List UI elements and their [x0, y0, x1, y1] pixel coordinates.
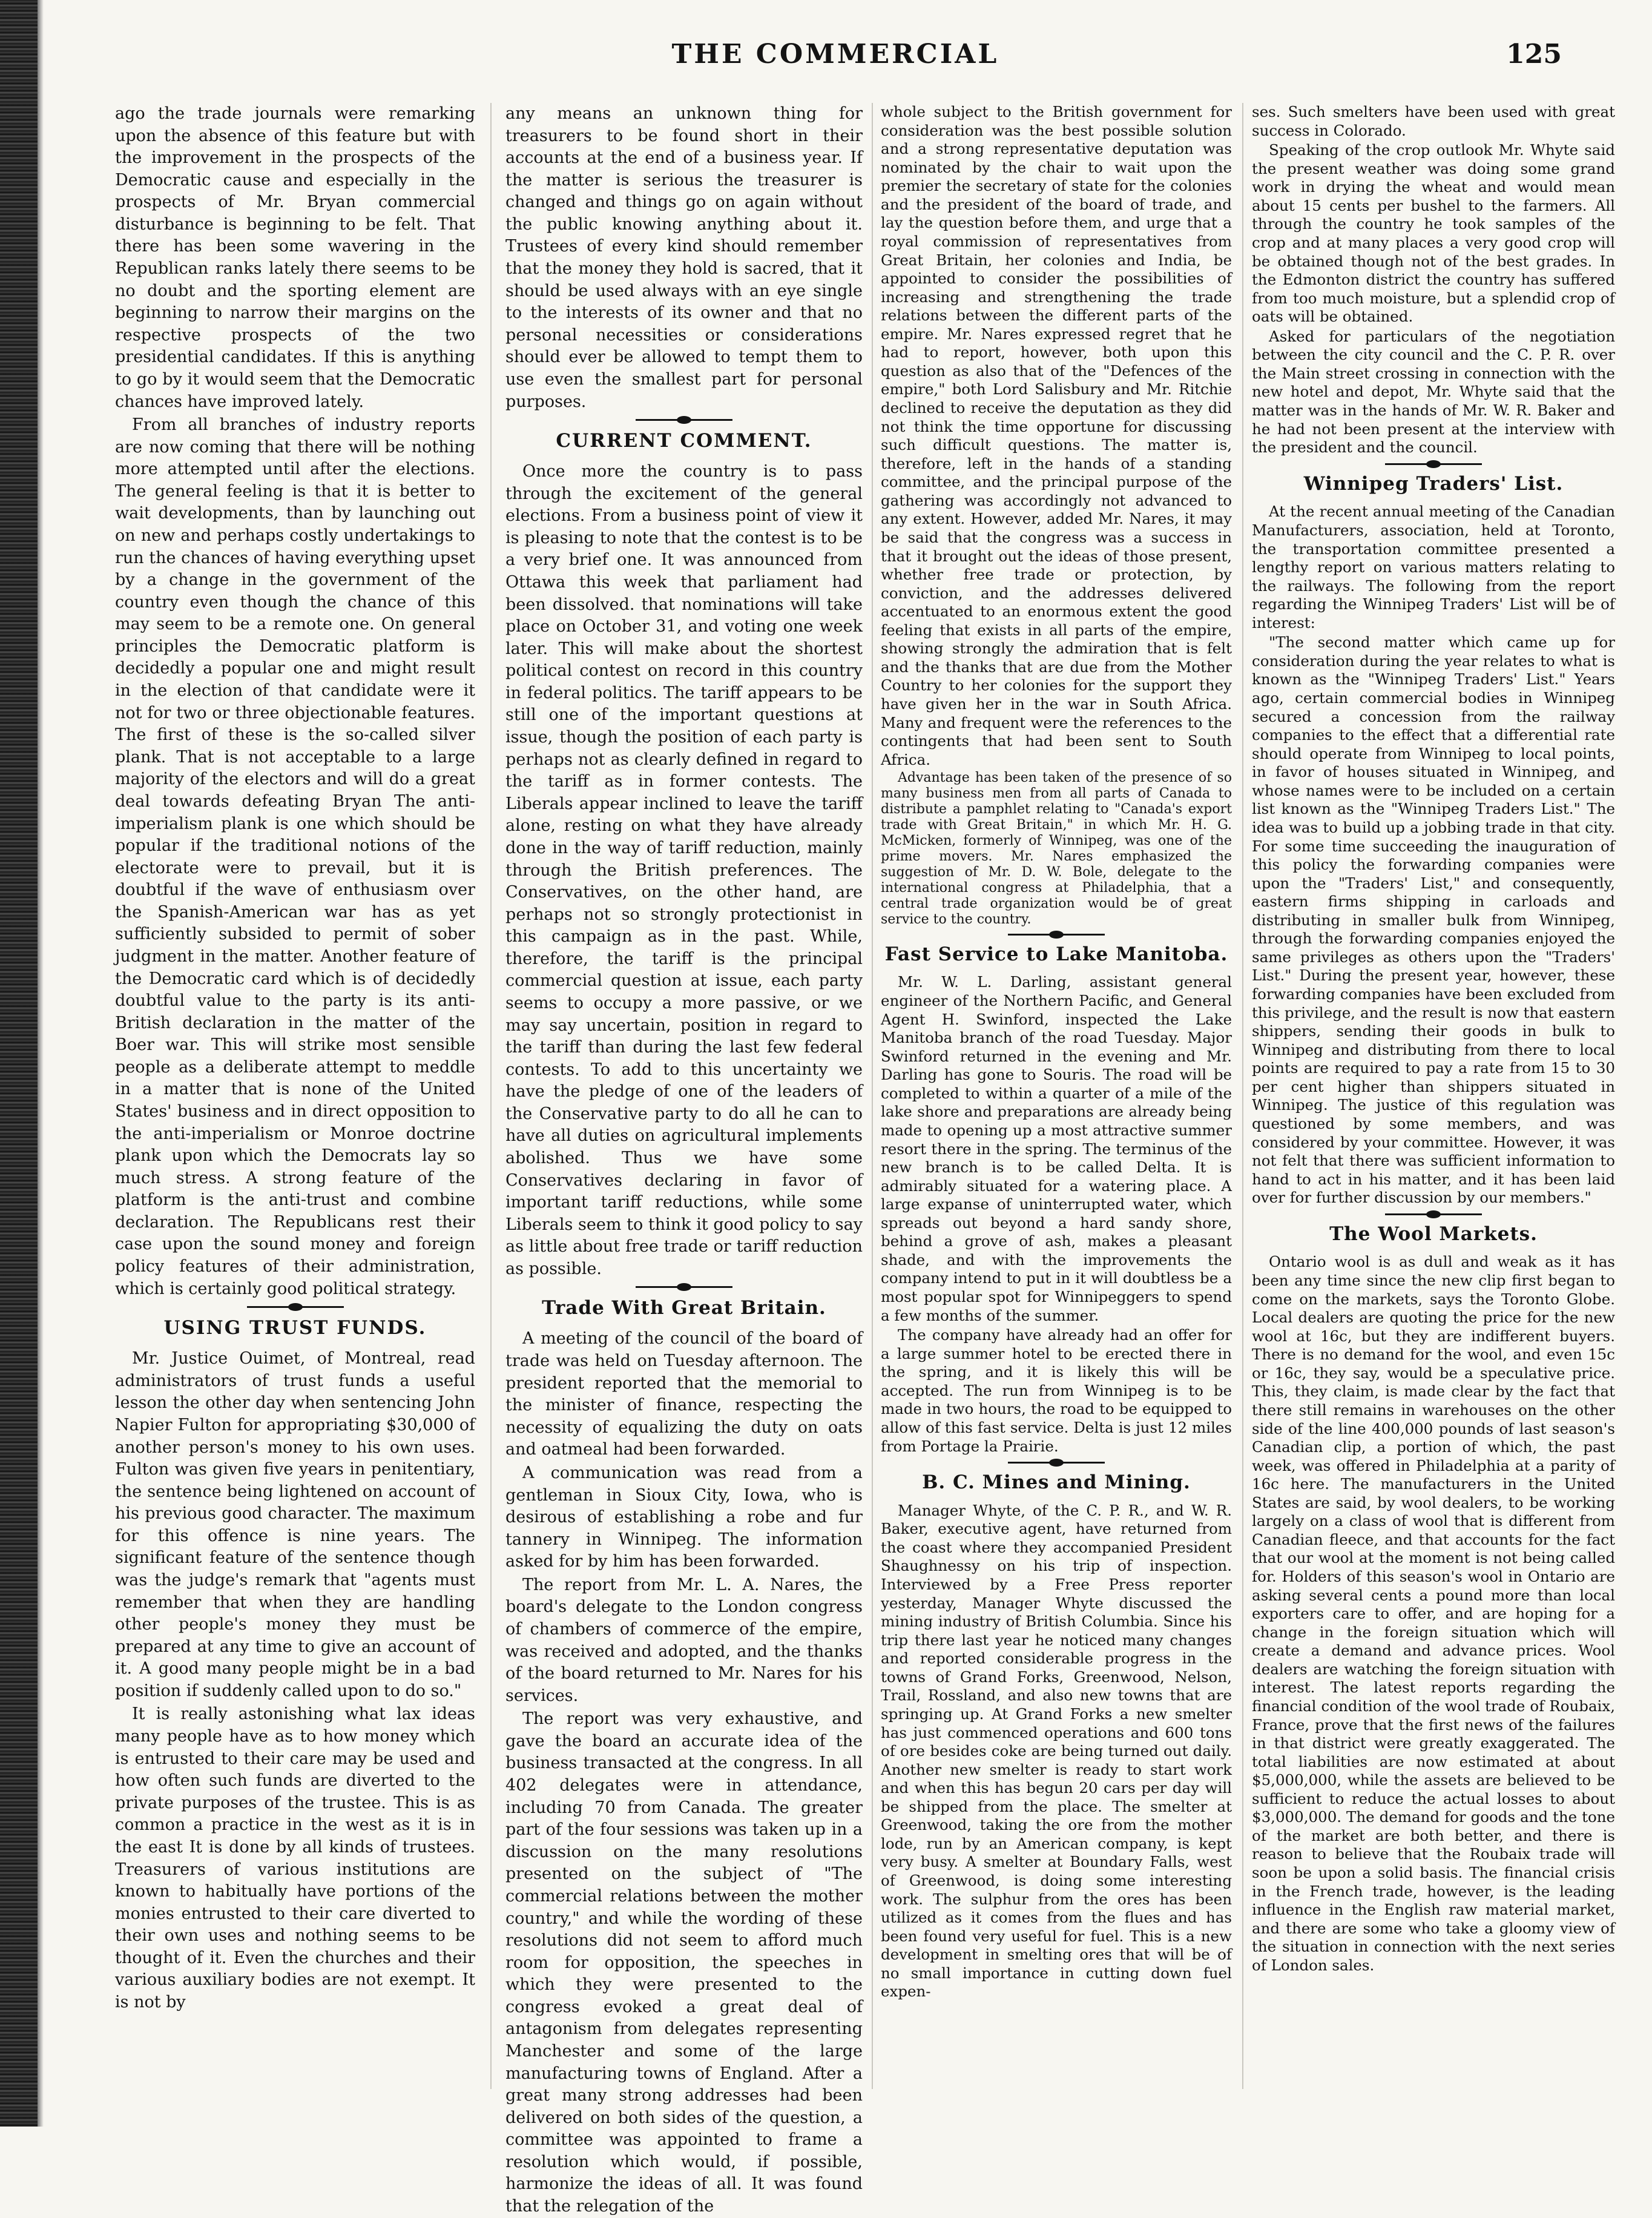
section-divider — [1008, 934, 1105, 936]
article-heading: The Wool Markets. — [1329, 1223, 1538, 1245]
paragraph: A communication was read from a gentleman in Sioux City, Iowa, who is desirous of establishing a robe and fur tannery in Winnipeg. The information asked for by him has been forwarded. — [505, 1463, 863, 1571]
section-divider — [247, 1306, 344, 1308]
page-title: THE COMMERCIAL — [671, 39, 999, 70]
paragraph: any means an unknown thing for treasurers to be found short in their accounts at the end of a business year. If the matter is serious the treasurer is changed and things go on again without the public knowing anything about it. Trustees of every kind should remember that the money they hold is sacred, that it should be used always with an eye single to the interests of its owner and that no personal necessities or considerations should ever be allowed to tempt them to use even the smallest part for personal purposes. — [505, 104, 863, 411]
article-heading: B. C. Mines and Mining. — [922, 1471, 1191, 1494]
article-heading: Trade With Great Britain. — [542, 1297, 826, 1319]
section-divider — [1385, 463, 1482, 465]
paragraph: The company have already had an offer for a large summer hotel to be erected there in the spring, and it is likely this will be accepted. The run from Winnipeg is to be made in two hours, the road to be equipped to allow of this fast service. Delta is just 12 miles from Portage la Prairie. — [881, 1326, 1232, 1455]
column-rule — [490, 103, 492, 2089]
column-2 — [505, 103, 863, 2216]
article-heading: Winnipeg Traders' List. — [1303, 472, 1564, 495]
paragraph: "The second matter which came up for consideration during the year relates to what is known as the "Winnipeg Traders' List." Years ago, certain commercial bodies in Winnipeg secured a concession from the railway companies to the effect that a differential rate should operate from Winnipeg to local points, in favor of houses situated in Winnipeg, and whose names were to be included on a certain list known as the "Winnipeg Traders List." The idea was to build up a jobbing trade in that city. For some time succeeding the inauguration of this policy the forwarding companies were upon the "Traders' List," and consequently, eastern firms shipping in carloads and distributing in smaller bulk from Winnipeg, through the forwarding companies enjoyed the same privileges as others upon the "Traders' List." During the present year, however, these forwarding companies have been excluded from this privilege, and the result is now that eastern shippers, sending their goods in bulk to Winnipeg and distributing from there to local points are required to pay a rate from 15 to 30 per cent higher than shippers situated in Winnipeg. The justice of this regulation was questioned by some members, and was considered by your committee. However, it was not felt that there was sufficient information to hand to act in his matter, and it has been laid over for further discussion by our members." — [1252, 633, 1615, 1207]
column-4 — [1252, 103, 1615, 2095]
section-divider — [636, 419, 732, 421]
paragraph: Mr. W. L. Darling, assistant general engineer of the Northern Pacific, and General Agent H. Swinford, inspected the Lake Manitoba branch of the road Tuesday. Major Swinford returned in the evening and Mr. Darling has gone to Souris. The road will be completed to within a quarter of a mile of the lake shore and preparations are already being made to opening up a most attractive summer resort there in the spring. The terminus of the new branch is to be called Delta. It is admirably situated for a watering place. A large expanse of uninterrupted water, which spreads out beyond a hard sandy shore, behind a grove of ash, makes a pleasant shade, and with the improvements the company intend to put in it will doubtless be a most popular spot for Winnipeggers to spend a few months of the summer. — [881, 973, 1232, 1324]
article-heading: CURRENT COMMENT. — [556, 430, 812, 452]
paragraph: The report was very exhaustive, and gave the board an accurate idea of the business transacted at the congress. In all 402 delegates were in attendance, including 70 from Canada. The greater part of the four sessions was taken up in a discussion on the many resolutions presented on the subject of "The commercial relations between the mother country," and while the wording of these resolutions did not seem to afford much room for opposition, the speeches in which they were presented to the congress evoked a great deal of antagonism from delegates representing Manchester and some of the large manufacturing towns of England. After a great many strong addresses had been delivered on both sides of the question, a committee was appointed to frame a resolution which would, if possible, harmonize the ideas of all. It was found that the relegation of the — [505, 1709, 863, 2216]
paragraph: At the recent annual meeting of the Canadian Manufacturers, association, held at Toronto, the transportation committee presented a lengthy report on various matters relating to the railways. The following from the report regarding the Winnipeg Traders' List will be of interest: — [1252, 503, 1615, 632]
column-rule — [1242, 103, 1243, 2089]
paragraph: Asked for particulars of the negotiation between the city council and the C. P. R. over the Main street crossing in connection with the new hotel and depot, Mr. Whyte said that the matter was in the hands of Mr. W. R. Baker and he had not been present at the interview with the president and the council. — [1252, 327, 1615, 457]
section-divider — [1385, 1213, 1482, 1215]
page-number: 125 — [1506, 39, 1562, 70]
column-1 — [115, 103, 475, 2095]
binding-shadow — [38, 0, 44, 2127]
binding-edge — [0, 0, 38, 2127]
paragraph: whole subject to the British government for consideration was the best possible solution and a strong representative deputation was nominated by the chair to wait upon the premier the secretary of state for the colonies and the president of the board of trade, and lay the question before them, and urge that a royal commission of representatives from Great Britain, her colonies and India, be appointed to consider the possibilities of increasing and strengthening the trade relations between the different parts of the empire. Mr. Nares expressed regret that he had to report, however, both upon this question as also that of the "Defences of the empire," both Lord Salisbury and Mr. Ritchie declined to receive the deputation as they did not think the time opportune for discussing such difficult questions. The matter is, therefore, left in the hands of a standing committee, and the principal purpose of the gathering was accordingly not advanced to any extent. However, added Mr. Nares, it may be said that the congress was a success in that it brought out the ideas of those present, whether free trade or protection, by conviction, and the addresses delivered accentuated to an enormous extent the good feeling that exists in all parts of the empire, showing strongly the admiration that is felt and the thanks that are due from the Mother Country to her colonies for the support they have given her in the war in South Africa. Many and frequent were the references to the contingents that had been sent to South Africa. — [881, 103, 1232, 768]
paragraph: A meeting of the council of the board of trade was held on Tuesday afternoon. The president reported that the memorial to the minister of finance, respecting the necessity of equalizing the duty on oats and oatmeal had been forwarded. — [505, 1329, 863, 1459]
paragraph: Mr. Justice Ouimet, of Montreal, read administrators of trust funds a useful lesson the other day when sentencing John Napier Fulton for appropriating $30,000 of another person's money to his own uses. Fulton was given five years in penitentiary, the sentence being lightened on account of his previous good character. The maximum for this offence is nine years. The significant feature of the sentence though was the judge's remark that "agents must remember that when they are handling other people's money they must be prepared at any time to give an account of it. A good many people might be in a bad position if suddenly called upon to do so." — [115, 1349, 475, 1700]
paragraph: Advantage has been taken of the presence of so many business men from all parts of Canada to distribute a pamphlet relating to "Canada's export trade with Great Britain," in which Mr. H. G. McMicken, formerly of Winnipeg, was one of the prime movers. Mr. Nares emphasized the suggestion of Mr. D. W. Bole, delegate to the international congress at Philadelphia, that a central trade organization would be of great service to the country. — [881, 770, 1232, 927]
paragraph: From all branches of industry reports are now coming that there will be nothing more attempted until after the elections. The general feeling is that it is better to wait developments, than by launching out on new and perhaps costly undertakings to run the chances of having everything upset by a change in the government of the country even though the chance of this may seem to be a remote one. On general principles the Democratic platform is decidedly a popular one and might result in the election of that candidate were it not for two or three objectionable features. The first of these is the so-called silver plank. That is not acceptable to a large majority of the electors and will do a great deal towards defeating Bryan The anti-imperialism plank is one which should be popular if the traditional notions of the electorate were to prevail, but it is doubtful if the wave of enthusiasm over the Spanish-American war has as yet sufficiently subsided to permit of sober judgment in the matter. Another feature of the Democratic card which is of decidedly doubtful value to the party is its anti-British declaration in the matter of the Boer war. This will strike most sensible people as a deliberate attempt to meddle in a matter that is none of the United States' business and in direct opposition to the anti-imperialism or Monroe doctrine plank upon which the Democrats lay so much stress. A strong feature of the platform is the anti-trust and combine declaration. The Republicans rest their case upon the sound money and foreign policy features of their administration, which is certainly good political strategy. — [115, 415, 475, 1298]
article-heading: Fast Service to Lake Manitoba. — [884, 943, 1228, 965]
paragraph: Speaking of the crop outlook Mr. Whyte said the present weather was doing some grand work in drying the wheat and would mean about 15 cents per bushel to the farmers. All through the country he took samples of the crop and at many places a very good crop will be obtained though not of the best grades. In the Edmonton district the country has suffered from too much moisture, but a splendid crop of oats will be obtained. — [1252, 141, 1615, 326]
paragraph: Ontario wool is as dull and weak as it has been any time since the new clip first began to come on the markets, says the Toronto Globe. Local dealers are quoting the price for the new wool at 16c, but they are indifferent buyers. There is no demand for the wool, and even 15c or 16c, they say, would be a speculative price. This, they claim, is made clear by the fact that there still remains in warehouses on the other side of the line 400,000 pounds of last season's Canadian clip, a portion of which, the past week, was offered in Philadelphia at a parity of 16c here. The manufacturers in the United States are said, by wool dealers, to be working largely on a class of wool that is different from Canadian fleece, and that accounts for the fact that our wool at the moment is not being called for. Holders of this season's wool in Ontario are asking several cents a pound more than local exporters care to offer, and are hoping for a change in the foreign situation which will create a demand and advance prices. Wool dealers are watching the foreign situation with interest. The latest reports regarding the financial condition of the wool trade of Roubaix, France, prove that the first news of the failures in that district were greatly exaggerated. The total liabilities are now estimated at about $5,000,000, while the assets are believed to be sufficient to reduce the actual losses to about $3,000,000. The demand for goods and the tone of the market are both better, and there is reason to believe that the Roubaix trade will soon be upon a solid basis. The financial crisis in the French trade, however, is the leading influence in the English raw material market, and there are some who take a gloomy view of the situation in connection with the next series of London sales. — [1252, 1253, 1615, 1974]
paragraph: ago the trade journals were remarking upon the absence of this feature but with the improvement in the prospects of the Democratic cause and especially in the prospects of Mr. Bryan commercial disturbance is beginning to be felt. That there has been some wavering in the Republican ranks lately there seems to be no doubt and the sporting element are beginning to narrow their margins on the respective prospects of the two presidential candidates. If this is anything to go by it would seem that the Democratic chances have improved lately. — [115, 104, 475, 411]
article-heading: USING TRUST FUNDS. — [163, 1317, 427, 1339]
paragraph: The report from Mr. L. A. Nares, the board's delegate to the London congress of chambers of commerce of the empire, was received and adopted, and the thanks of the board returned to Mr. Nares for his services. — [505, 1575, 863, 1705]
running-head — [109, 30, 1562, 85]
paragraph: ses. Such smelters have been used with great success in Colorado. — [1252, 103, 1615, 139]
column-rule — [872, 103, 873, 2089]
paragraph: Manager Whyte, of the C. P. R., and W. R. Baker, executive agent, have returned from the coast where they accompanied President Shaughnessy on his trip of inspection. Interviewed by a Free Press reporter yesterday, Manager Whyte discussed the mining industry of British Columbia. Since his trip there last year he noticed many changes and reported considerable progress in the towns of Grand Forks, Greenwood, Nelson, Trail, Rossland, and also new towns that are springing up. At Grand Forks a new smelter has just commenced operations and 600 tons of ore besides coke are being turned out daily. Another new smelter is ready to start work and when this has begun 20 cars per day will be shipped from the place. The smelter at Greenwood, taking the ore from the mother lode, run by an American company, is kept very busy. A smelter at Boundary Falls, west of Greenwood, is doing some interesting work. The sulphur from the ores has been utilized as it comes from the flues and has been found very useful for fuel. This is a new development in smelting ores that will be of no small importance in cutting down fuel expen- — [881, 1501, 1232, 2001]
section-divider — [1008, 1462, 1105, 1464]
paragraph: Once more the country is to pass through the excitement of the general elections. From a business point of view it is pleasing to note that the contest is to be a very brief one. It was announced from Ottawa this week that parliament had been dissolved. that nominations will take place on October 31, and voting one week later. This will make about the shortest political contest on record in this country in federal politics. The tariff appears to be still one of the important questions at issue, though the position of each party is perhaps not as clearly defined in regard to the tariff as in former contests. The Liberals appear inclined to leave the tariff alone, resting on what they have already done in the way of tariff reduction, mainly through the British preferences. The Conservatives, on the other hand, are perhaps not so strongly protectionist in this campaign as in the past. While, therefore, the tariff is the principal commercial question at issue, each party seems to occupy a more passive, or we may say uncertain, position in regard to the tariff than during the last few federal contests. To add to this uncertainty we have the pledge of one of the leaders of the Conservative party to do all he can to have all duties on agricultural implements abolished. Thus we have some Conservatives declaring in favor of important tariff reductions, while some Liberals seem to think it good policy to say as little about free trade or tariff reduction as possible. — [505, 462, 863, 1278]
column-3 — [881, 103, 1232, 2095]
paragraph: It is really astonishing what lax ideas many people have as to how money which is entrusted to their care may be used and how often such funds are diverted to the private purposes of the trustee. This is as common a practice in the west as it is in the east It is done by all kinds of trustees. Treasurers of various institutions are known to habitually have portions of the monies entrusted to their care diverted to their own uses and nothing seems to be thought of it. Even the churches and their various auxiliary bodies are not exempt. It is not by — [115, 1705, 475, 2012]
section-divider — [636, 1286, 732, 1288]
